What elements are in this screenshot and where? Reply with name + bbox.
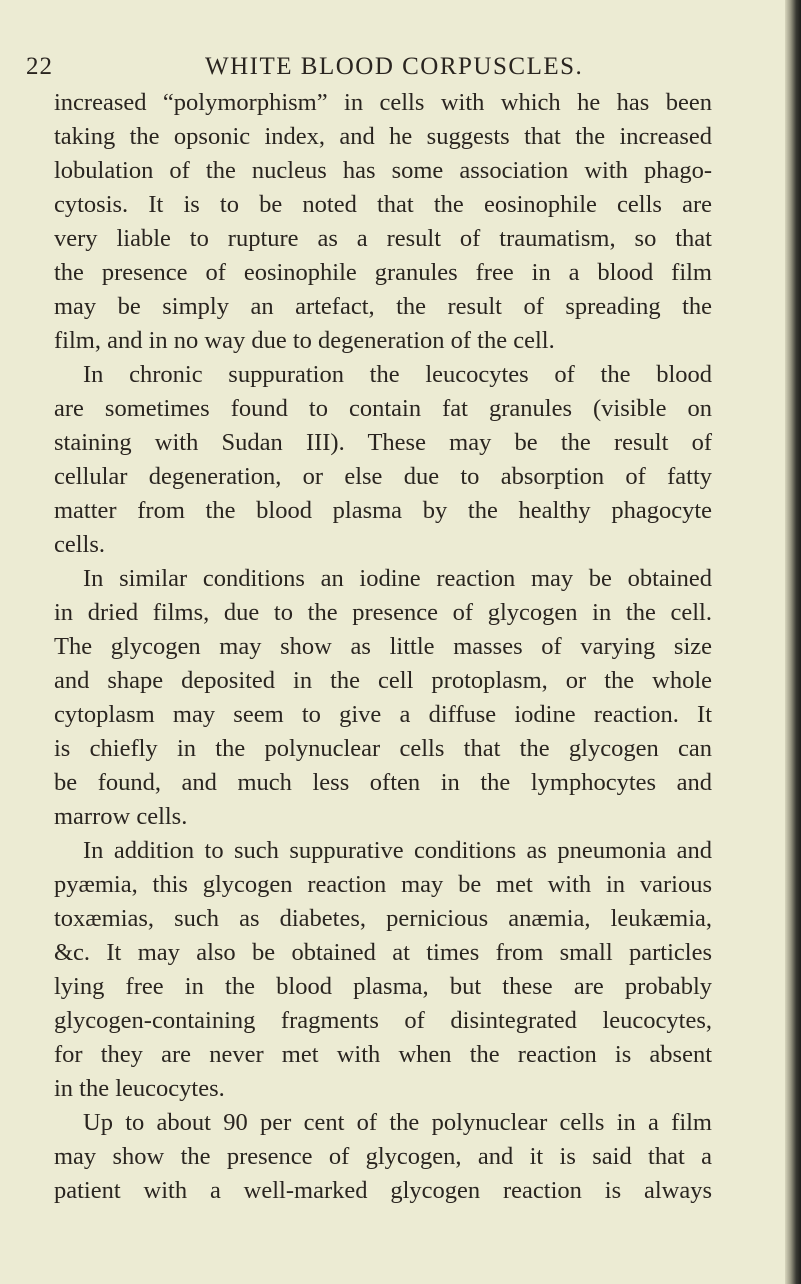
- text-line: matter from the blood plasma by the healthy phagocyte: [54, 497, 712, 524]
- text-line: toxæmias, such as diabetes, pernicious anæmia, leukæmia,: [54, 905, 712, 932]
- text-line: is chiefly in the polynuclear cells that the glycogen can: [54, 735, 712, 762]
- text-line: pyæmia, this glycogen reaction may be met with in various: [54, 871, 712, 898]
- text-line: increased “polymorphism” in cells with which he has been: [54, 89, 712, 116]
- text-line: In chronic suppuration the leucocytes of the blood: [83, 361, 712, 388]
- text-line: lobulation of the nucleus has some association with phago-: [54, 157, 712, 184]
- text-line: lying free in the blood plasma, but these are probably: [54, 973, 712, 1000]
- body-text: [54, 86, 712, 1208]
- text-line: Up to about 90 per cent of the polynuclear cells in a film: [83, 1109, 712, 1136]
- text-line: patient with a well-marked glycogen reaction is always: [54, 1177, 712, 1204]
- text-line: In similar conditions an iodine reaction may be obtained: [83, 565, 712, 592]
- text-line: cells.: [54, 531, 106, 558]
- page-edge-shadow: [785, 0, 801, 1284]
- text-line: are sometimes found to contain fat granules (visible on: [54, 395, 712, 422]
- running-head: WHITE BLOOD CORPUSCLES.: [205, 53, 584, 80]
- text-line: be found, and much less often in the lymphocytes and: [54, 769, 712, 796]
- text-line: cellular degeneration, or else due to absorption of fatty: [54, 463, 712, 490]
- text-line: cytosis. It is to be noted that the eosinophile cells are: [54, 191, 712, 218]
- text-line: may be simply an artefact, the result of spreading the: [54, 293, 712, 320]
- text-line: cytoplasm may seem to give a diffuse iodine reaction. It: [54, 701, 712, 728]
- page-number: 22: [26, 53, 53, 80]
- text-line: for they are never met with when the reaction is absent: [54, 1041, 712, 1068]
- text-line: very liable to rupture as a result of traumatism, so that: [54, 225, 712, 252]
- text-line: and shape deposited in the cell protoplasm, or the whole: [54, 667, 712, 694]
- text-line: glycogen-containing fragments of disintegrated leucocytes,: [54, 1007, 712, 1034]
- text-line: may show the presence of glycogen, and it is said that a: [54, 1143, 712, 1170]
- text-line: &c. It may also be obtained at times from small particles: [54, 939, 712, 966]
- text-line: film, and in no way due to degeneration of the cell.: [54, 327, 555, 354]
- text-line: staining with Sudan III). These may be the result of: [54, 429, 712, 456]
- text-line: The glycogen may show as little masses of varying size: [54, 633, 712, 660]
- text-line: in the leucocytes.: [54, 1075, 225, 1102]
- text-line: marrow cells.: [54, 803, 188, 830]
- text-line: the presence of eosinophile granules free in a blood film: [54, 259, 712, 286]
- text-line: taking the opsonic index, and he suggests that the increased: [54, 123, 712, 150]
- text-line: in dried films, due to the presence of glycogen in the cell.: [54, 599, 712, 626]
- text-line: In addition to such suppurative conditions as pneumonia and: [83, 837, 712, 864]
